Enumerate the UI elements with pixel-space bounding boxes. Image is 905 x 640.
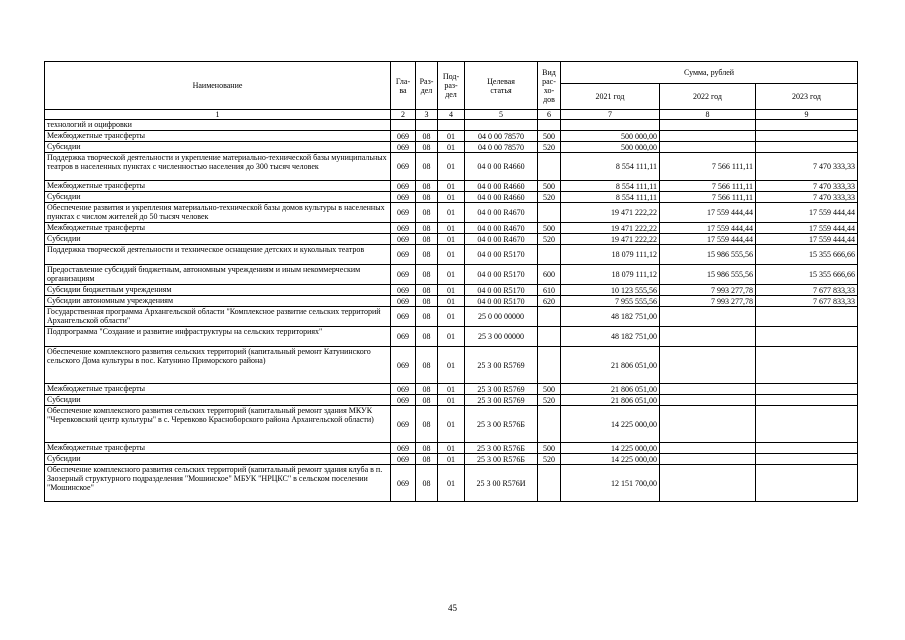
row-target-article: 04 0 00 78570 [465, 142, 538, 153]
row-razdel: 08 [416, 131, 438, 142]
row-razdel: 08 [416, 181, 438, 192]
row-target-article: 04 0 00 R4670 [465, 234, 538, 245]
row-sum-2023 [756, 131, 858, 142]
row-target-article: 25 3 00 R576Б [465, 454, 538, 465]
row-sum-2023 [756, 327, 858, 347]
column-number: 5 [465, 110, 538, 120]
column-number: 7 [561, 110, 660, 120]
row-razdel: 08 [416, 296, 438, 307]
row-expense-type [538, 406, 561, 443]
row-expense-type [538, 307, 561, 327]
row-sum-2023: 7 677 833,33 [756, 285, 858, 296]
row-sum-2023: 15 355 666,66 [756, 265, 858, 285]
row-glava: 069 [391, 327, 416, 347]
row-sum-2023 [756, 384, 858, 395]
row-podrazdel: 01 [438, 395, 465, 406]
row-podrazdel: 01 [438, 443, 465, 454]
row-target-article: 04 0 00 R4660 [465, 192, 538, 203]
row-name: Обеспечение комплексного развития сельских территорий (капитальный ремонт Катунинского сельского Дома культуры в пос. Катунино Приморского района) [45, 347, 391, 384]
table-row [45, 203, 858, 223]
row-podrazdel: 01 [438, 347, 465, 384]
row-glava: 069 [391, 406, 416, 443]
row-sum-2022 [660, 327, 756, 347]
row-expense-type: 600 [538, 265, 561, 285]
row-expense-type [538, 120, 561, 131]
row-expense-type: 520 [538, 142, 561, 153]
row-sum-2023 [756, 465, 858, 502]
row-razdel: 08 [416, 465, 438, 502]
table-row [45, 465, 858, 502]
row-name: Субсидии [45, 395, 391, 406]
row-glava: 069 [391, 454, 416, 465]
header-target: Целевая статья [465, 62, 538, 110]
row-sum-2022 [660, 142, 756, 153]
table-row [45, 406, 858, 443]
row-expense-type: 500 [538, 384, 561, 395]
row-sum-2021: 21 806 051,00 [561, 395, 660, 406]
row-razdel: 08 [416, 153, 438, 181]
row-name: Межбюджетные трансферты [45, 131, 391, 142]
table-row [45, 142, 858, 153]
row-podrazdel: 01 [438, 153, 465, 181]
table-row [45, 307, 858, 327]
row-sum-2022: 15 986 555,56 [660, 245, 756, 265]
table-row [45, 120, 858, 131]
row-sum-2021: 14 225 000,00 [561, 454, 660, 465]
row-sum-2022 [660, 384, 756, 395]
table-row [45, 131, 858, 142]
row-podrazdel [438, 120, 465, 131]
row-name: Субсидии [45, 454, 391, 465]
table-row [45, 234, 858, 245]
row-name: Государственная программа Архангельской области "Комплексное развитие сельских территорий Архангельской области" [45, 307, 391, 327]
table-row [45, 347, 858, 384]
row-glava: 069 [391, 395, 416, 406]
row-target-article: 04 0 00 R4670 [465, 223, 538, 234]
row-sum-2023: 7 677 833,33 [756, 296, 858, 307]
row-name: Обеспечение комплексного развития сельских территорий (капитальный ремонт здания МКУК "Черевковский центр культуры" в с. Черевково Красноборского района Архангельской области) [45, 406, 391, 443]
row-razdel: 08 [416, 454, 438, 465]
table-row [45, 192, 858, 203]
header-glava: Гла- ва [391, 62, 416, 110]
row-name: Межбюджетные трансферты [45, 181, 391, 192]
row-sum-2022 [660, 406, 756, 443]
row-name: Предоставление субсидий бюджетным, автономным учреждениям и иным некоммерческим организациям [45, 265, 391, 285]
row-podrazdel: 01 [438, 265, 465, 285]
row-glava: 069 [391, 234, 416, 245]
row-glava: 069 [391, 384, 416, 395]
column-number: 2 [391, 110, 416, 120]
row-podrazdel: 01 [438, 142, 465, 153]
row-target-article: 25 3 00 R5769 [465, 384, 538, 395]
row-expense-type: 520 [538, 192, 561, 203]
table-row [45, 181, 858, 192]
row-sum-2022: 7 993 277,78 [660, 296, 756, 307]
row-name: Обеспечение развития и укрепления материально-технической базы домов культуры в населенных пунктах с числом жителей до 50 тысяч человек [45, 203, 391, 223]
row-sum-2021: 19 471 222,22 [561, 234, 660, 245]
row-glava: 069 [391, 285, 416, 296]
row-expense-type [538, 245, 561, 265]
row-sum-2021 [561, 120, 660, 131]
row-razdel: 08 [416, 406, 438, 443]
row-sum-2022: 17 559 444,44 [660, 223, 756, 234]
row-sum-2022: 17 559 444,44 [660, 203, 756, 223]
row-expense-type: 500 [538, 181, 561, 192]
column-number: 3 [416, 110, 438, 120]
header-year-2021: 2021 год [561, 84, 660, 110]
row-target-article: 04 0 00 R5170 [465, 265, 538, 285]
row-target-article: 04 0 00 R5170 [465, 285, 538, 296]
row-expense-type [538, 347, 561, 384]
row-sum-2021: 12 151 700,00 [561, 465, 660, 502]
row-sum-2023: 7 470 333,33 [756, 192, 858, 203]
row-podrazdel: 01 [438, 223, 465, 234]
column-number: 8 [660, 110, 756, 120]
row-name: Субсидии [45, 192, 391, 203]
row-target-article: 25 3 00 R5769 [465, 395, 538, 406]
row-razdel: 08 [416, 192, 438, 203]
row-sum-2021: 8 554 111,11 [561, 181, 660, 192]
row-podrazdel: 01 [438, 131, 465, 142]
row-glava: 069 [391, 443, 416, 454]
row-razdel: 08 [416, 395, 438, 406]
table-row [45, 384, 858, 395]
row-glava: 069 [391, 296, 416, 307]
row-sum-2022: 17 559 444,44 [660, 234, 756, 245]
row-razdel: 08 [416, 347, 438, 384]
row-glava: 069 [391, 265, 416, 285]
row-name: Поддержка творческой деятельности и техническое оснащение детских и кукольных театров [45, 245, 391, 265]
row-target-article: 04 0 00 R4660 [465, 153, 538, 181]
budget-table [44, 61, 858, 502]
row-sum-2022 [660, 454, 756, 465]
column-number-row [45, 110, 858, 120]
table-row [45, 285, 858, 296]
row-sum-2023: 15 355 666,66 [756, 245, 858, 265]
header-year-2022: 2022 год [660, 84, 756, 110]
row-sum-2022: 7 993 277,78 [660, 285, 756, 296]
row-name: Обеспечение комплексного развития сельских территорий (капитальный ремонт здания клуба в п. Заозерный структурного подразделения "Мошинское" МБУК "НРЦКС" в сельском поселении "Мошинское" [45, 465, 391, 502]
row-name: Поддержка творческой деятельности и укрепление материально-технической базы муниципальных театров в населенных пунктах с численностью населения до 300 тысяч человек [45, 153, 391, 181]
row-target-article: 25 3 00 R576И [465, 465, 538, 502]
row-glava: 069 [391, 181, 416, 192]
page-number: 45 [448, 603, 457, 613]
row-sum-2022 [660, 347, 756, 384]
table-row [45, 296, 858, 307]
row-sum-2021: 10 123 555,56 [561, 285, 660, 296]
row-sum-2022: 15 986 555,56 [660, 265, 756, 285]
row-expense-type: 520 [538, 234, 561, 245]
header-podrazdel: Под- раз- дел [438, 62, 465, 110]
row-name: Субсидии автономным учреждениям [45, 296, 391, 307]
row-podrazdel: 01 [438, 234, 465, 245]
header-year-2023: 2023 год [756, 84, 858, 110]
row-sum-2023: 7 470 333,33 [756, 153, 858, 181]
table-row [45, 265, 858, 285]
row-expense-type: 610 [538, 285, 561, 296]
row-sum-2023: 17 559 444,44 [756, 234, 858, 245]
row-glava: 069 [391, 142, 416, 153]
header-sum: Сумма, рублей [561, 62, 858, 84]
row-sum-2023: 7 470 333,33 [756, 181, 858, 192]
header-vid: Вид рас- хо- дов [538, 62, 561, 110]
row-podrazdel: 01 [438, 465, 465, 502]
row-podrazdel: 01 [438, 384, 465, 395]
row-podrazdel: 01 [438, 406, 465, 443]
row-razdel: 08 [416, 384, 438, 395]
row-sum-2022 [660, 395, 756, 406]
row-glava: 069 [391, 465, 416, 502]
row-expense-type: 520 [538, 454, 561, 465]
row-target-article: 25 3 00 R576Б [465, 443, 538, 454]
row-sum-2023 [756, 120, 858, 131]
row-podrazdel: 01 [438, 454, 465, 465]
column-number: 9 [756, 110, 858, 120]
row-razdel: 08 [416, 265, 438, 285]
row-sum-2021: 19 471 222,22 [561, 223, 660, 234]
row-name: Межбюджетные трансферты [45, 384, 391, 395]
row-glava: 069 [391, 203, 416, 223]
row-glava: 069 [391, 153, 416, 181]
row-razdel: 08 [416, 327, 438, 347]
row-razdel: 08 [416, 245, 438, 265]
header-razdel: Раз- дел [416, 62, 438, 110]
row-expense-type: 500 [538, 131, 561, 142]
row-razdel: 08 [416, 142, 438, 153]
row-sum-2022: 7 566 111,11 [660, 192, 756, 203]
row-razdel: 08 [416, 443, 438, 454]
row-glava: 069 [391, 223, 416, 234]
row-target-article: 04 0 00 78570 [465, 131, 538, 142]
row-expense-type [538, 203, 561, 223]
row-podrazdel: 01 [438, 245, 465, 265]
row-razdel: 08 [416, 203, 438, 223]
row-sum-2023 [756, 347, 858, 384]
row-target-article [465, 120, 538, 131]
row-razdel: 08 [416, 234, 438, 245]
row-sum-2022 [660, 131, 756, 142]
row-sum-2021: 18 079 111,12 [561, 245, 660, 265]
row-razdel: 08 [416, 223, 438, 234]
row-sum-2021: 500 000,00 [561, 131, 660, 142]
row-sum-2021: 18 079 111,12 [561, 265, 660, 285]
row-sum-2021: 8 554 111,11 [561, 192, 660, 203]
row-expense-type: 500 [538, 443, 561, 454]
row-expense-type: 520 [538, 395, 561, 406]
row-glava: 069 [391, 131, 416, 142]
row-expense-type [538, 327, 561, 347]
row-sum-2021: 7 955 555,56 [561, 296, 660, 307]
table-row [45, 327, 858, 347]
row-target-article: 04 0 00 R5170 [465, 245, 538, 265]
table-row [45, 454, 858, 465]
row-target-article: 25 3 00 R5769 [465, 347, 538, 384]
row-sum-2023 [756, 142, 858, 153]
row-target-article: 04 0 00 R5170 [465, 296, 538, 307]
row-podrazdel: 01 [438, 307, 465, 327]
table-row [45, 245, 858, 265]
column-number: 1 [45, 110, 391, 120]
row-expense-type [538, 153, 561, 181]
row-glava [391, 120, 416, 131]
row-sum-2021: 21 806 051,00 [561, 384, 660, 395]
row-sum-2021: 8 554 111,11 [561, 153, 660, 181]
row-razdel [416, 120, 438, 131]
row-target-article: 25 0 00 00000 [465, 307, 538, 327]
row-expense-type: 620 [538, 296, 561, 307]
row-glava: 069 [391, 307, 416, 327]
row-glava: 069 [391, 192, 416, 203]
row-name: Субсидии [45, 234, 391, 245]
row-sum-2022 [660, 307, 756, 327]
row-sum-2021: 21 806 051,00 [561, 347, 660, 384]
row-name: Субсидии бюджетным учреждениям [45, 285, 391, 296]
row-sum-2021: 19 471 222,22 [561, 203, 660, 223]
table-row [45, 153, 858, 181]
row-expense-type [538, 465, 561, 502]
row-name: Подпрограмма "Создание и развитие инфраструктуры на сельских территориях" [45, 327, 391, 347]
row-sum-2022 [660, 465, 756, 502]
column-number: 4 [438, 110, 465, 120]
table-row [45, 223, 858, 234]
table-row [45, 395, 858, 406]
row-sum-2022 [660, 120, 756, 131]
row-sum-2021: 14 225 000,00 [561, 406, 660, 443]
row-glava: 069 [391, 245, 416, 265]
row-podrazdel: 01 [438, 296, 465, 307]
row-sum-2023 [756, 307, 858, 327]
row-sum-2023 [756, 395, 858, 406]
row-name: Субсидии [45, 142, 391, 153]
row-name: Межбюджетные трансферты [45, 223, 391, 234]
row-expense-type: 500 [538, 223, 561, 234]
row-podrazdel: 01 [438, 285, 465, 296]
row-sum-2023: 17 559 444,44 [756, 223, 858, 234]
row-sum-2021: 48 182 751,00 [561, 327, 660, 347]
row-name: Межбюджетные трансферты [45, 443, 391, 454]
row-sum-2021: 14 225 000,00 [561, 443, 660, 454]
header-name: Наименование [45, 62, 391, 110]
row-sum-2023 [756, 454, 858, 465]
row-target-article: 04 0 00 R4670 [465, 203, 538, 223]
row-razdel: 08 [416, 307, 438, 327]
row-sum-2022 [660, 443, 756, 454]
row-sum-2021: 48 182 751,00 [561, 307, 660, 327]
row-sum-2022: 7 566 111,11 [660, 181, 756, 192]
row-glava: 069 [391, 347, 416, 384]
row-sum-2023 [756, 406, 858, 443]
row-name: технологий и оцифровки [45, 120, 391, 131]
row-sum-2021: 500 000,00 [561, 142, 660, 153]
table-row [45, 443, 858, 454]
row-razdel: 08 [416, 285, 438, 296]
row-podrazdel: 01 [438, 203, 465, 223]
table-body [45, 120, 858, 502]
row-podrazdel: 01 [438, 192, 465, 203]
row-podrazdel: 01 [438, 327, 465, 347]
column-number: 6 [538, 110, 561, 120]
row-target-article: 25 3 00 00000 [465, 327, 538, 347]
row-sum-2023 [756, 443, 858, 454]
row-target-article: 04 0 00 R4660 [465, 181, 538, 192]
row-sum-2022: 7 566 111,11 [660, 153, 756, 181]
row-sum-2023: 17 559 444,44 [756, 203, 858, 223]
row-podrazdel: 01 [438, 181, 465, 192]
row-target-article: 25 3 00 R576Б [465, 406, 538, 443]
